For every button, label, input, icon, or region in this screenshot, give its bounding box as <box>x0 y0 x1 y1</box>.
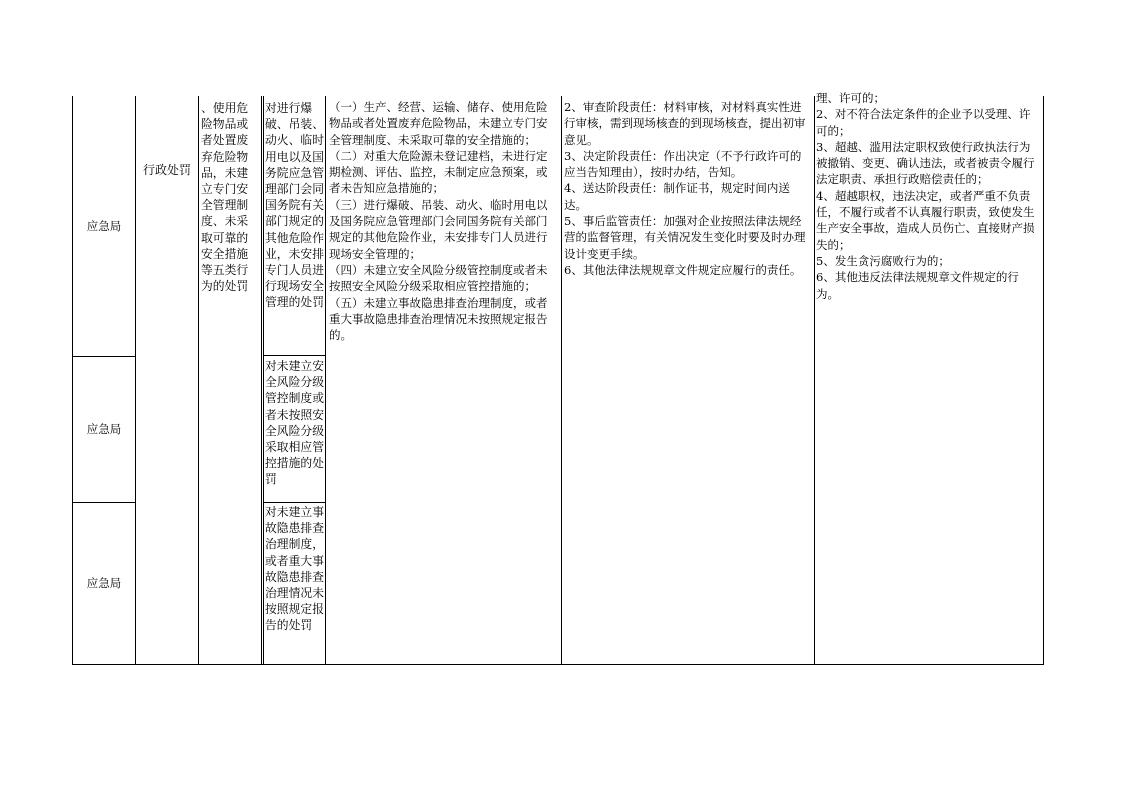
accountability-cell <box>816 90 1040 302</box>
grid-line-dept <box>135 96 136 665</box>
responsibility-line: 3、决定阶段责任：作出决定（不予行政许可的应当告知理由），按时办结，告知。 <box>564 148 802 180</box>
department-cell-2 <box>73 357 135 502</box>
item-name-cell-2 <box>265 358 324 488</box>
grid-line-category <box>198 96 199 665</box>
accountability-line: 4、超越职权，违法决定，或者严重不负责任，不履行或者不认真履行职责，致使发生生产安全事故，造成人员伤亡、直接财产损失的； <box>816 188 1035 252</box>
basis-cell <box>329 99 558 343</box>
subject-text: 、使用危险物品或者处置废弃危险物品，未建立专门安全管理制度、未采取可靠的安全措施等五类行为的处罚 <box>201 101 249 294</box>
basis-line: （五）未建立事故隐患排查治理制度，或者重大事故隐患排查治理情况未按照规定报告的。 <box>329 295 548 343</box>
grid-line-row2-bottom-b <box>263 502 326 503</box>
basis-line: （二）对重大危险源未登记建档，未进行定期检测、评估、监控，未制定应急预案，或者未告知应急措施的； <box>329 148 548 196</box>
basis-line: （四）未建立安全风险分级管控制度或者未按照安全风险分级采取相应管控措施的； <box>329 262 548 294</box>
grid-line-bottom <box>72 664 1044 665</box>
category-label: 行政处罚 <box>142 163 191 177</box>
subject-cell <box>201 100 259 294</box>
accountability-line: 2、对不符合法定条件的企业予以受理、许可的； <box>816 107 1031 138</box>
grid-line-item-right <box>325 96 326 665</box>
responsibility-cell <box>564 99 811 278</box>
basis-line: （一）生产、经营、运输、储存、使用危险物品或者处置废弃危险物品，未建立专门安全管理制度、未采取可靠的安全措施的； <box>329 100 548 147</box>
grid-line-item-left <box>263 96 264 665</box>
grid-line-row1-bottom-b <box>263 355 326 356</box>
basis-line: （三）进行爆破、吊装、动火、临时用电以及国务院应急管理部门会同国务院有关部门规定的其他危险作业，未安排专门人员进行现场安全管理的； <box>329 197 548 261</box>
grid-line-right <box>1043 96 1044 665</box>
responsibility-line: 5、事后监管责任：加强对企业按照法律法规经营的监督管理，有关情况发生变化时要及时办理设计变更手续。 <box>564 214 806 261</box>
department-label: 应急局 <box>86 422 122 437</box>
category-cell <box>136 162 198 178</box>
item-name-cell-1 <box>265 100 324 311</box>
grid-line-subject <box>261 96 262 665</box>
item-name-text: 对未建立安全风险分级管控制度或者未按照安全风险分级采取相应管控措施的处罚 <box>265 359 324 487</box>
responsibility-line: 2、审查阶段责任：材料审核，对材料真实性进行审核，需到现场核查的到现场核查，提出初审意见。 <box>564 100 806 147</box>
grid-line-resp-right <box>814 96 815 665</box>
accountability-line: 3、超越、滥用法定职权致使行政执法行为被撤销、变更、确认违法，或者被责令履行法定职责、承担行政赔偿责任的； <box>816 139 1035 187</box>
department-label: 应急局 <box>86 576 122 591</box>
item-name-cell-3 <box>265 504 324 634</box>
responsibility-line: 4、送达阶段责任：制作证书，规定时间内送达。 <box>564 181 790 212</box>
grid-line-basis-right <box>561 96 562 665</box>
accountability-line: 5、发生贪污腐败行为的； <box>816 253 950 268</box>
department-cell-3 <box>73 503 135 664</box>
item-name-text: 对未建立事故隐患排查治理制度，或者重大事故隐患排查治理情况未按照规定报告的处罚 <box>265 505 324 633</box>
accountability-line: 理、许可的； <box>816 91 885 105</box>
department-label: 应急局 <box>86 218 122 233</box>
responsibility-line: 6、其他法律法规规章文件规定应履行的责任。 <box>564 262 802 277</box>
accountability-line: 6、其他违反法律法规规章文件规定的行为。 <box>816 270 1019 301</box>
department-cell-1 <box>73 96 135 356</box>
item-name-text: 对进行爆破、吊装、动火、临时用电以及国务院应急管理部门会同国务院有关部门规定的其他危险作业，未安排专门人员进行现场安全管理的处罚 <box>265 101 324 310</box>
